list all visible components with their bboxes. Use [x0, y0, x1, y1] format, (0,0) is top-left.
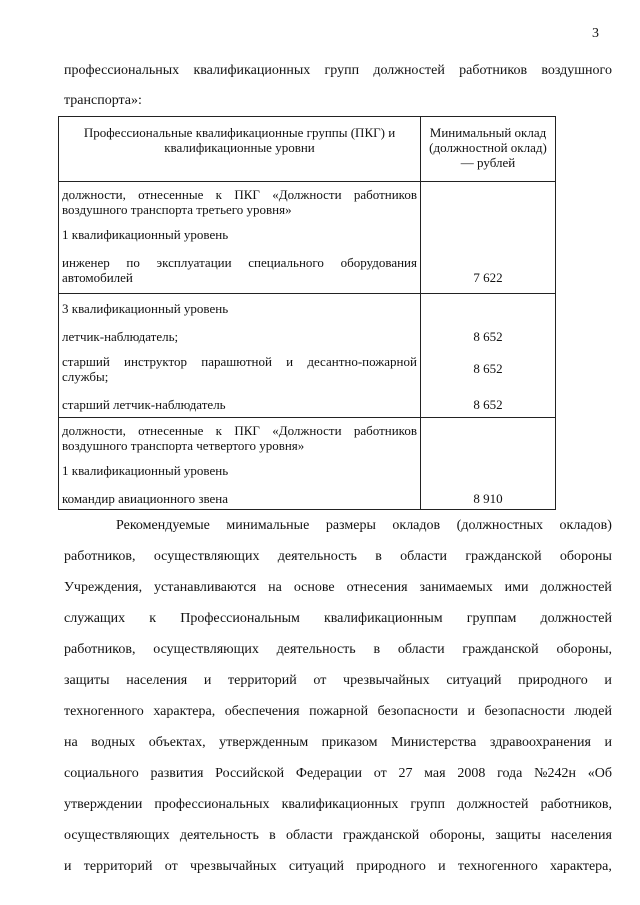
word: должности, [62, 187, 126, 202]
word: старший [62, 354, 110, 369]
word: работников, [540, 797, 612, 812]
word: и [604, 735, 612, 750]
word: 27 [398, 766, 413, 781]
word: ПКГ [234, 187, 260, 202]
word: гражданской [343, 828, 420, 843]
word: деятельность [276, 642, 356, 657]
word: пожарной [309, 704, 369, 719]
word: от [313, 673, 327, 688]
intro-line-2: транспорта»: [64, 93, 142, 108]
group-2-position-1: летчик-наблюдатель; [62, 329, 179, 344]
word: должностей [456, 797, 529, 812]
group-1-title-line-1 [62, 187, 417, 202]
group-3-position-1: командир авиационного звена [62, 491, 229, 506]
word: года [497, 766, 523, 781]
word: утвержденным [219, 735, 309, 750]
group-2-position-2-line-1 [62, 354, 417, 369]
group-3-title-line-2: воздушного транспорта четвертого уровня» [62, 438, 305, 453]
word: ими [504, 580, 529, 595]
body-line-2 [64, 549, 612, 565]
body-line-1 [116, 518, 612, 534]
word: безопасности [484, 704, 565, 719]
word: осуществляющих [64, 828, 170, 843]
group-2-level: 3 квалификационный уровень [62, 301, 229, 316]
body-line-4 [64, 611, 612, 627]
word: (должностных [456, 518, 544, 533]
word: эксплуатации [156, 255, 232, 270]
word: групп [410, 797, 445, 812]
word: основе [293, 580, 335, 595]
word: работников [459, 63, 528, 78]
word: и [64, 859, 72, 874]
body-line-3 [64, 580, 612, 596]
word: ПКГ [234, 423, 260, 438]
group-1-position-1-line-1 [62, 255, 417, 270]
word: защиты [64, 673, 110, 688]
word: квалификационных [281, 797, 399, 812]
group-3-names [59, 418, 421, 510]
word: профессиональных [64, 63, 180, 78]
word: в [269, 828, 276, 843]
word: минимальные [226, 518, 310, 533]
word: и [286, 354, 294, 369]
page-number: 3 [592, 26, 599, 41]
body-line-10 [64, 797, 612, 813]
word: и [467, 704, 475, 719]
word: окладов) [559, 518, 612, 533]
word: работников [353, 187, 417, 202]
word: «Об [587, 766, 612, 781]
word: гражданской [465, 549, 542, 564]
word: десантно-пожарной [307, 354, 417, 369]
word: работников, [64, 549, 136, 564]
group-3-title-line-1 [62, 423, 417, 438]
word: территорий [228, 673, 297, 688]
intro-line-1 [64, 62, 612, 80]
word: к [149, 611, 157, 626]
group-2-values [421, 294, 556, 418]
word: и [604, 673, 612, 688]
word: чрезвычайных [343, 673, 430, 688]
word: в [375, 549, 382, 564]
word: служащих [64, 611, 126, 626]
word: работников [353, 423, 417, 438]
word: инженер [62, 255, 110, 270]
body-line-9 [64, 766, 612, 782]
word: области [285, 828, 333, 843]
word: должностей [540, 580, 612, 595]
word: развития [150, 766, 204, 781]
word: обороны [559, 549, 612, 564]
word: людей [574, 704, 612, 719]
word: гражданской [462, 642, 539, 657]
group-2-position-3-value: 8 652 [473, 397, 503, 412]
word: Российской [215, 766, 285, 781]
table-row-group-1 [59, 182, 556, 294]
body-line-8 [64, 735, 612, 751]
word: от [373, 766, 387, 781]
word: населения [126, 673, 188, 688]
word: групп [324, 63, 360, 78]
body-line-7 [64, 704, 612, 720]
group-2-position-2-line-2: службы; [62, 369, 109, 384]
word: обороны, [556, 642, 612, 657]
word: в [373, 642, 381, 657]
word: приказом [321, 735, 378, 750]
word: мая [424, 766, 446, 781]
word: на [64, 735, 78, 750]
word: устанавливаются [154, 580, 257, 595]
group-3-values [421, 418, 556, 510]
word: профессиональных [154, 797, 270, 812]
word: работников, [64, 642, 136, 657]
word: техногенного [457, 859, 538, 874]
word: к [215, 187, 222, 202]
word: группам [466, 611, 517, 626]
group-1-position-1-value: 7 622 [473, 270, 503, 285]
word: утверждении [64, 797, 143, 812]
word: объектах, [148, 735, 206, 750]
word: природного [356, 859, 426, 874]
word: безопасности [377, 704, 458, 719]
word: специального [248, 255, 324, 270]
word: занимаемых [419, 580, 493, 595]
word: квалификационным [323, 611, 443, 626]
word: и [438, 859, 446, 874]
body-line-12 [64, 859, 612, 875]
table-header-row [59, 117, 556, 182]
word: Рекомендуемые [116, 518, 210, 533]
word: 2008 [457, 766, 486, 781]
body-line-11 [64, 828, 612, 844]
header-salary: Минимальный оклад (должностной оклад) — рублей [421, 117, 556, 182]
body-line-5 [64, 642, 612, 658]
word: оборудования [340, 255, 417, 270]
word: Министерства [390, 735, 477, 750]
word: деятельность [277, 549, 357, 564]
group-3-position-1-value: 8 910 [473, 491, 503, 506]
group-1-title-line-2: воздушного транспорта третьего уровня» [62, 202, 292, 217]
word: парашютной [201, 354, 272, 369]
word: должности, [62, 423, 126, 438]
word: обеспечения [224, 704, 300, 719]
word: на [268, 580, 282, 595]
word: и [203, 673, 212, 688]
word: здравоохранения [489, 735, 591, 750]
word: ситуаций [288, 859, 345, 874]
word: №242н [534, 766, 576, 781]
word: природного [518, 673, 588, 688]
group-3-level: 1 квалификационный уровень [62, 463, 229, 478]
word: «Должности [272, 423, 342, 438]
word: окладов [392, 518, 441, 533]
table-row-group-3 [59, 418, 556, 510]
word: населения [551, 828, 612, 843]
word: от [164, 859, 178, 874]
word: отнесенные [138, 423, 204, 438]
word: воздушного [541, 63, 612, 78]
header-pkg: Профессиональные квалификационные группы (ПКГ) и квалификационные уровни [59, 117, 421, 182]
word: области [400, 549, 447, 564]
word: по [126, 255, 140, 270]
word: обороны, [429, 828, 486, 843]
pkg-salary-table [58, 116, 556, 510]
word: техногенного [64, 704, 144, 719]
word: водных [91, 735, 136, 750]
word: осуществляющих [153, 642, 259, 657]
word: характера, [549, 859, 612, 874]
word: отнесенные [138, 187, 204, 202]
word: характера, [153, 704, 216, 719]
group-2-names [59, 294, 421, 418]
table-row-group-2 [59, 294, 556, 418]
group-1-names [59, 182, 421, 294]
word: ситуаций [446, 673, 502, 688]
group-1-level: 1 квалификационный уровень [62, 227, 229, 242]
word: социального [64, 766, 139, 781]
word: «Должности [272, 187, 342, 202]
group-2-position-2-value: 8 652 [473, 361, 503, 376]
word: деятельность [179, 828, 259, 843]
word: к [215, 423, 222, 438]
word: осуществляющих [153, 549, 260, 564]
word: Федерации [295, 766, 363, 781]
word: должностей [540, 611, 612, 626]
word: Учреждения, [64, 580, 143, 595]
body-line-6 [64, 673, 612, 689]
word: территорий [83, 859, 153, 874]
group-2-position-1-value: 8 652 [473, 329, 503, 344]
group-1-position-1-line-2: автомобилей [62, 270, 133, 285]
group-2-position-3: старший летчик-наблюдатель [62, 397, 226, 412]
word: должностей [373, 63, 445, 78]
word: Профессиональным [180, 611, 300, 626]
word: инструктор [124, 354, 188, 369]
word: защиты [495, 828, 541, 843]
word: области [397, 642, 445, 657]
group-1-values [421, 182, 556, 294]
word: чрезвычайных [189, 859, 277, 874]
word: квалификационных [193, 63, 311, 78]
word: размеры [325, 518, 376, 533]
word: отнесения [346, 580, 408, 595]
